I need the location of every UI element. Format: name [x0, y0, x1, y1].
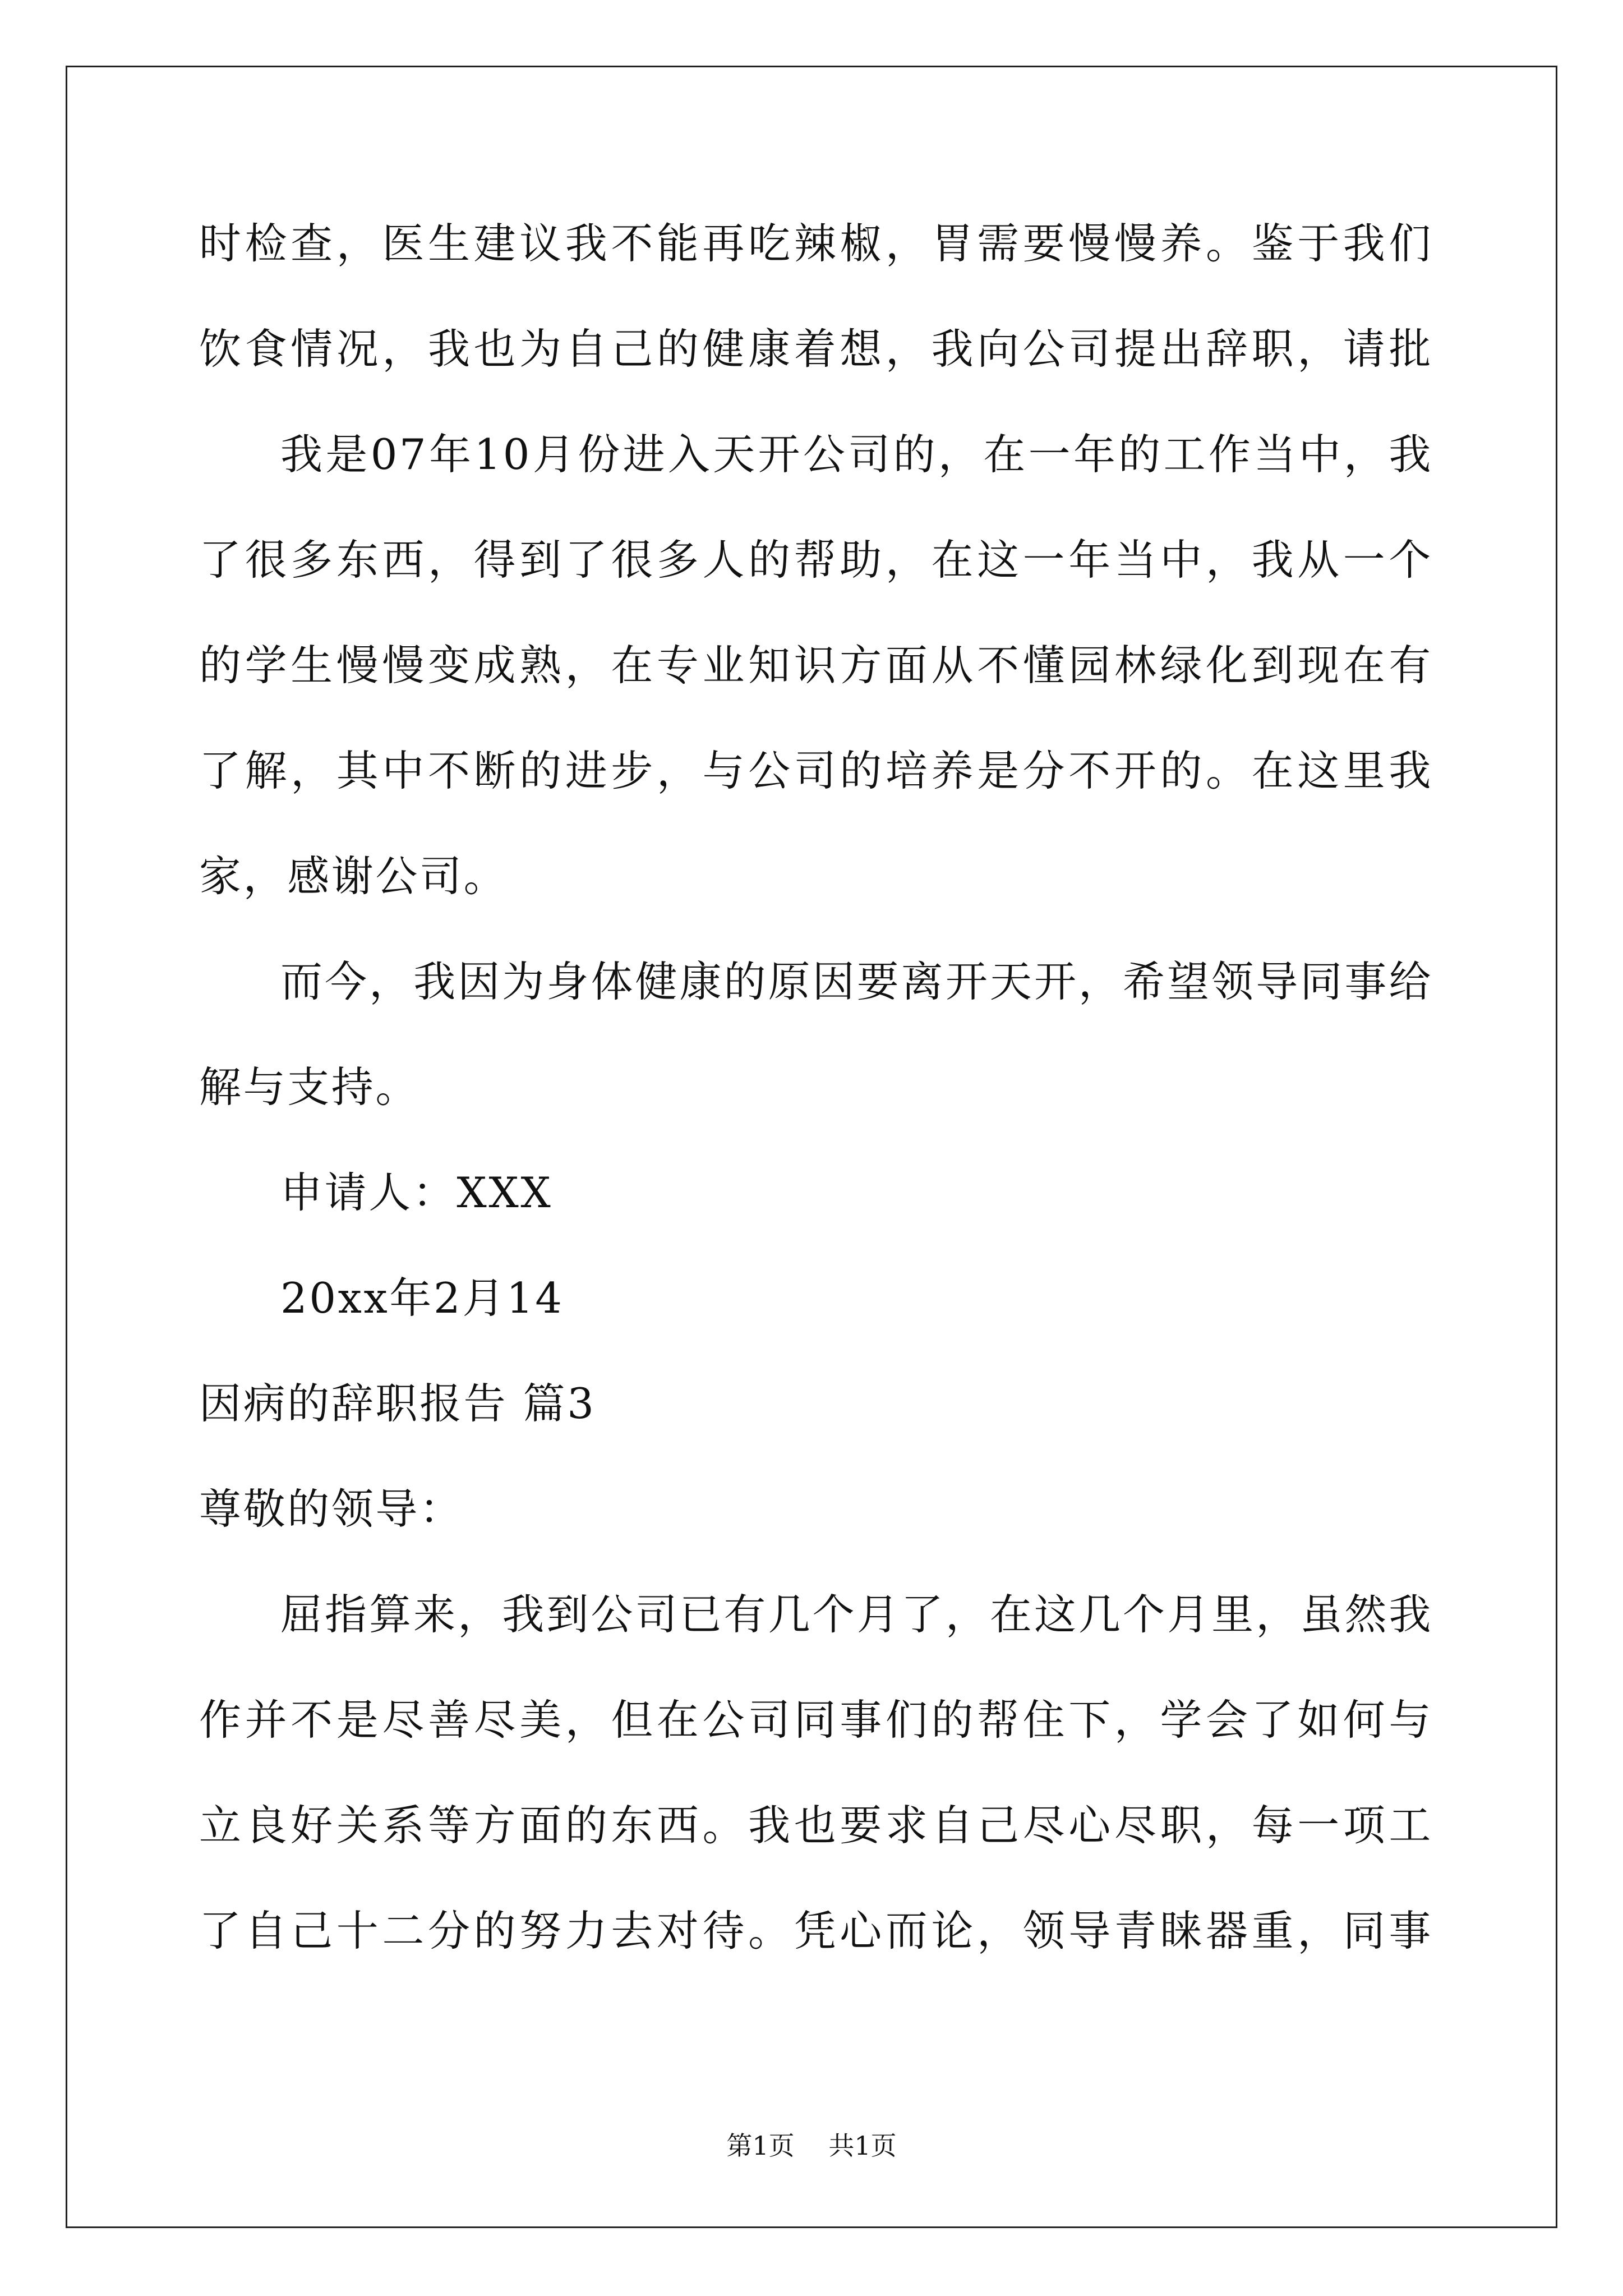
date-line: 20xx年2月14: [280, 1273, 564, 1323]
text-line: 解与支持。: [199, 1062, 420, 1112]
text-line: 了自己十二分的努力去对待。凭心而论，领导青睐器重，同事: [199, 1906, 1433, 1955]
text-line: 家，感谢公司。: [199, 852, 508, 901]
text-line: 作并不是尽善尽美，但在公司同事们的帮住下，学会了如何与: [199, 1695, 1433, 1745]
salutation: 尊敬的领导：: [199, 1484, 464, 1534]
text-line: 屈指算来，我到公司已有几个月了，在这几个月里，虽然我: [280, 1590, 1433, 1639]
text-line: 了很多东西，得到了很多人的帮助，在这一年当中，我从一个: [199, 535, 1433, 585]
text-line: 饮食情况，我也为自己的健康着想，我向公司提出辞职，请批: [199, 324, 1433, 374]
text-line: 时检查，医生建议我不能再吃辣椒，胃需要慢慢养。鉴于我们: [199, 219, 1433, 268]
page-footer: [0, 2129, 1623, 2162]
text-line: 了解，其中不断的进步，与公司的培养是分不开的。在这里我: [199, 746, 1433, 795]
section-heading: 因病的辞职报告 篇3: [199, 1379, 596, 1428]
text-line: 的学生慢慢变成熟，在专业知识方面从不懂园林绿化到现在有: [199, 641, 1433, 690]
text-line: 我是07年10月份进入天开公司的，在一年的工作当中，我: [280, 430, 1433, 479]
document-body: [199, 191, 1433, 1984]
page-total: 共1页: [828, 2131, 897, 2161]
signature-line: 申请人：XXX: [280, 1168, 553, 1217]
text-line: 而今，我因为身体健康的原因要离开天开，希望领导同事给: [280, 957, 1433, 1006]
page-number: 第1页: [726, 2131, 795, 2161]
text-line: 立良好关系等方面的东西。我也要求自己尽心尽职，每一项工: [199, 1801, 1433, 1850]
